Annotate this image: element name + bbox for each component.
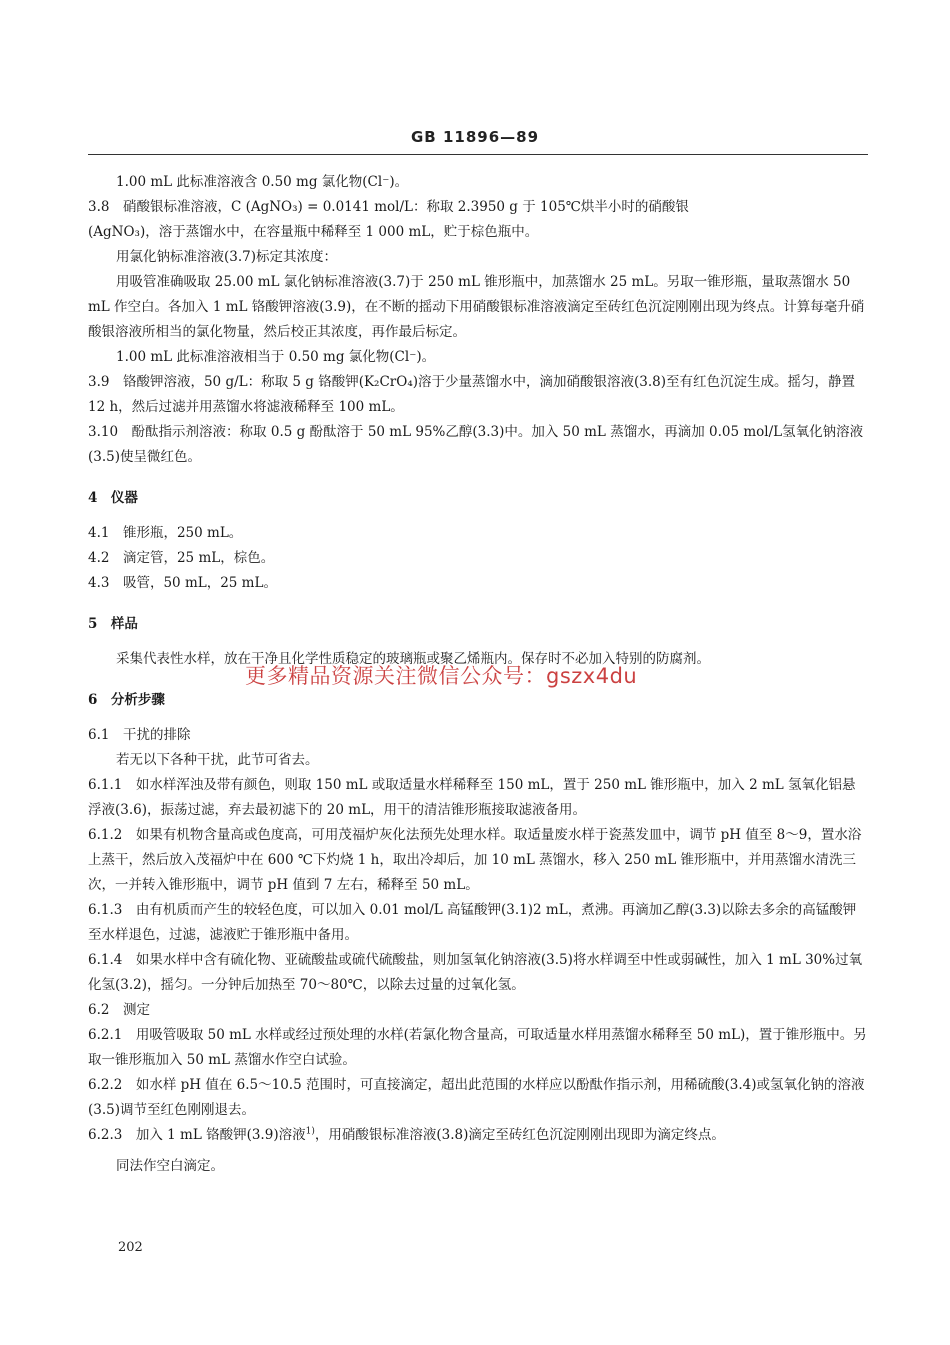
para-std-solution-note: 1.00 mL 此标准溶液含 0.50 mg 氯化物(Cl⁻)。 [116,174,409,190]
para-3-8-cont: (AgNO₃)，溶于蒸馏水中，在容量瓶中稀释至 1 000 mL，贮于棕色瓶中。 [88,224,539,240]
heading-6-analysis: 6 分析步骤 [88,692,165,708]
header-rule [88,154,868,155]
para-5: 采集代表性水样，放在干净且化学性质稳定的玻璃瓶或聚乙烯瓶内。保存时不必加入特别的防腐剂。 [116,651,710,667]
para-3-10: 3.10 酚酞指示剂溶液：称取 0.5 g 酚酞溶于 50 mL 95%乙醇(3.3)中。加入 50 mL 蒸馏水，再滴加 0.05 mol/L氢氧化钠溶液(3.5)使呈微红色。 [88,424,864,465]
para-3-8: 3.8 硝酸银标准溶液，C (AgNO₃) = 0.0141 mol/L：称取 2.3950 g 于 105℃烘半小时的硝酸银 [88,199,689,215]
para-3-8-procedure: 用吸管准确吸取 25.00 mL 氯化钠标准溶液(3.7)于 250 mL 锥形瓶中，加蒸馏水 25 mL。另取一锥形瓶，量取蒸馏水 50 mL 作空白。各加入 1 mL 铬酸钾溶液(3.9)，在不断的摇动下用硝酸银标准溶液滴定至砖红色沉淀刚刚出现为终点。计算每毫升硝酸银溶液所相当的氯化物量，然后校正其浓度，再作最后标定。 [88,274,865,340]
standard-number-header: GB 11896—89 [410,128,540,146]
para-3-8-calibrate: 用氯化钠标准溶液(3.7)标定其浓度： [116,249,338,265]
para-6-2-3-end: ，用硝酸银标准溶液(3.8)滴定至砖红色沉淀刚刚出现即为滴定终点。 [314,1127,725,1143]
para-6-1-1: 6.1.1 如水样浑浊及带有颜色，则取 150 mL 或取适量水样稀释至 150 mL，置于 250 mL 锥形瓶中，加入 2 mL 氢氧化铝悬浮液(3.6)，振荡过滤，弃去最初滤下的 20 mL，用干的清洁锥形瓶接取滤液备用。 [88,777,856,818]
heading-4-instruments: 4 仪器 [88,490,138,506]
para-6-2-3-blank: 同法作空白滴定。 [116,1158,224,1174]
para-6-1-text: 若无以下各种干扰，此节可省去。 [116,752,319,768]
para-4-1: 4.1 锥形瓶，250 mL。 [88,525,243,541]
para-6-2: 6.2 测定 [88,1002,150,1018]
para-6-2-1: 6.2.1 用吸管吸取 50 mL 水样或经过预处理的水样(若氯化物含量高，可取适量水样用蒸馏水稀释至 50 mL)，置于锥形瓶中。另取一锥形瓶加入 50 mL 蒸馏水作空白试验。 [88,1027,867,1068]
para-4-2: 4.2 滴定管，25 mL，棕色。 [88,550,275,566]
page-number: 202 [118,1240,143,1255]
para-3-9: 3.9 铬酸钾溶液，50 g/L：称取 5 g 铬酸钾(K₂CrO₄)溶于少量蒸馏水中，滴加硝酸银溶液(3.8)至有红色沉淀生成。摇匀，静置 12 h，然后过滤并用蒸馏水将滤液稀释至 100 mL。 [88,374,855,415]
footnote-ref: 1) [305,1126,315,1137]
para-3-8-equiv: 1.00 mL 此标准溶液相当于 0.50 mg 氯化物(Cl⁻)。 [116,349,436,365]
para-6-1-2: 6.1.2 如果有机物含量高或色度高，可用茂福炉灰化法预先处理水样。取适量废水样于瓷蒸发皿中，调节 pH 值至 8～9，置水浴上蒸干，然后放入茂福炉中在 600 ℃下灼烧 1 h，取出冷却后，加 10 mL 蒸馏水，移入 250 mL 锥形瓶中，并用蒸馏水清洗三次，一并转入锥形瓶中，调节 pH 值到 7 左右，稀释至 50 mL。 [88,827,862,893]
watermark-overlay: 更多精品资源关注微信公众号：gszx4du [245,664,638,688]
para-6-2-3 [88,1123,868,1148]
para-4-3: 4.3 吸管，50 mL，25 mL。 [88,575,277,591]
para-6-1: 6.1 干扰的排除 [88,727,191,743]
para-6-2-2: 6.2.2 如水样 pH 值在 6.5～10.5 范围时，可直接滴定，超出此范围的水样应以酚酞作指示剂，用稀硫酸(3.4)或氢氧化钠的溶液(3.5)调节至红色刚刚退去。 [88,1077,865,1118]
para-6-1-4: 6.1.4 如果水样中含有硫化物、亚硫酸盐或硫代硫酸盐，则加氢氧化钠溶液(3.5)将水样调至中性或弱碱性，加入 1 mL 30%过氧化氢(3.2)，摇匀。一分钟后加热至 70～80℃，以除去过量的过氧化氢。 [88,952,863,993]
para-6-1-3: 6.1.3 由有机质而产生的较轻色度，可以加入 0.01 mol/L 高锰酸钾(3.1)2 mL，煮沸。再滴加乙醇(3.3)以除去多余的高锰酸钾至水样退色，过滤，滤液贮于锥形瓶中备用。 [88,902,857,943]
para-6-2-3-start: 6.2.3 加入 1 mL 铬酸钾(3.9)溶液 [88,1127,306,1143]
heading-5-samples: 5 样品 [88,616,138,632]
